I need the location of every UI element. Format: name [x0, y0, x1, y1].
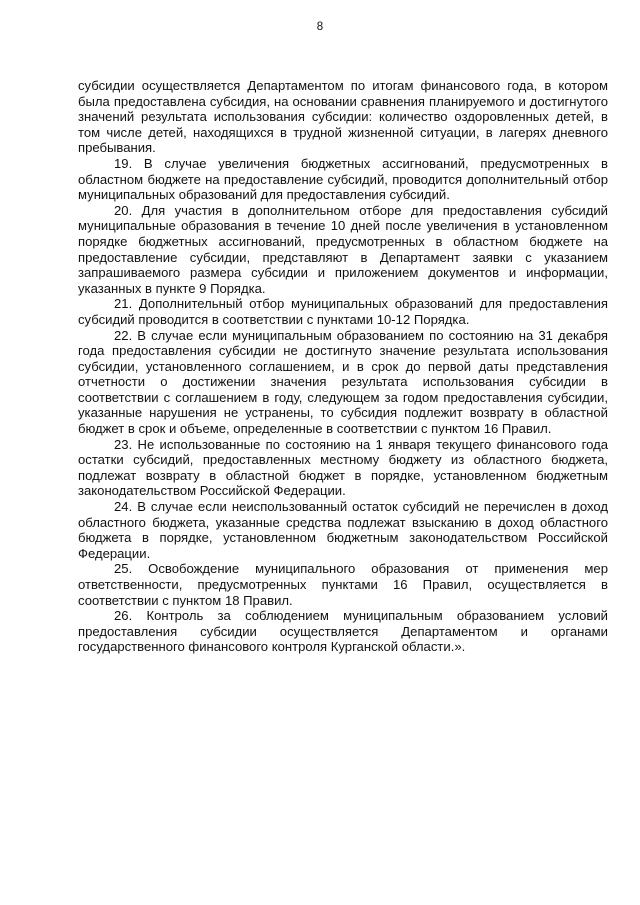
paragraph-24: 24. В случае если неиспользованный остаток субсидий не перечислен в доход областного бюджета, указанные средства подлежат взысканию в доход областного бюджета в порядке, установленном бюджетным законодательством Российской Федерации. [78, 499, 608, 561]
paragraph-26: 26. Контроль за соблюдением муниципальным образованием условий предоставления субсидии осуществляется Департаментом и органами государственного финансового контроля Курганской области.». [78, 608, 608, 655]
page-number: 8 [316, 21, 324, 33]
paragraph-19: 19. В случае увеличения бюджетных ассигнований, предусмотренных в областном бюджете на предоставление субсидий, проводится дополнительный отбор муниципальных образований для предоставления субсидий. [78, 155, 608, 203]
paragraph-25: 25. Освобождение муниципального образования от применения мер ответственности, предусмотренных пунктами 16 Правил, осуществляется в соответствии с пунктом 18 Правил. [78, 561, 608, 608]
paragraph-20: 20. Для участия в дополнительном отборе для предоставления субсидий муниципальные образования в течение 10 дней после увеличения в установленном порядке бюджетных ассигнований, предусмотренных в областном бюджете на предоставление субсидии, представляют в Департамент заявки с указанием запрашиваемого размера субсидии и приложением документов и информации, указанных в пункте 9 Порядка. [78, 202, 608, 296]
document-body [78, 78, 608, 655]
paragraph-21: 21. Дополнительный отбор муниципальных образований для предоставления субсидий проводится в соответствии с пунктами 10-12 Порядка. [78, 296, 608, 327]
paragraph-continuation: субсидии осуществляется Департаментом по итогам финансового года, в котором была предоставлена субсидия, на основании сравнения планируемого и достигнутого значений результата использования субсидии: количество оздоровленных детей, в том числе детей, находящихся в трудной жизненной ситуации, в лагерях дневного пребывания. [78, 78, 608, 156]
paragraph-23: 23. Не использованные по состоянию на 1 января текущего финансового года остатки субсидий, предоставленных местному бюджету из областного бюджета, подлежат возврату в областной бюджет в порядке, установленном бюджетным законодательством Российской Федерации. [78, 436, 608, 499]
paragraph-22: 22. В случае если муниципальным образованием по состоянию на 31 декабря года предоставления субсидии не достигнуто значение результата использования субсидии, установленного соглашением, и в срок до первой даты представления отчетности о достижении значения результата использования субсидии в соответствии с соглашением в году, следующем за годом предоставления субсидии, указанные нарушения не устранены, то субсидия подлежит возврату в областной бюджет в срок и объеме, определенные в соответствии с пунктом 16 Правил. [78, 327, 608, 437]
